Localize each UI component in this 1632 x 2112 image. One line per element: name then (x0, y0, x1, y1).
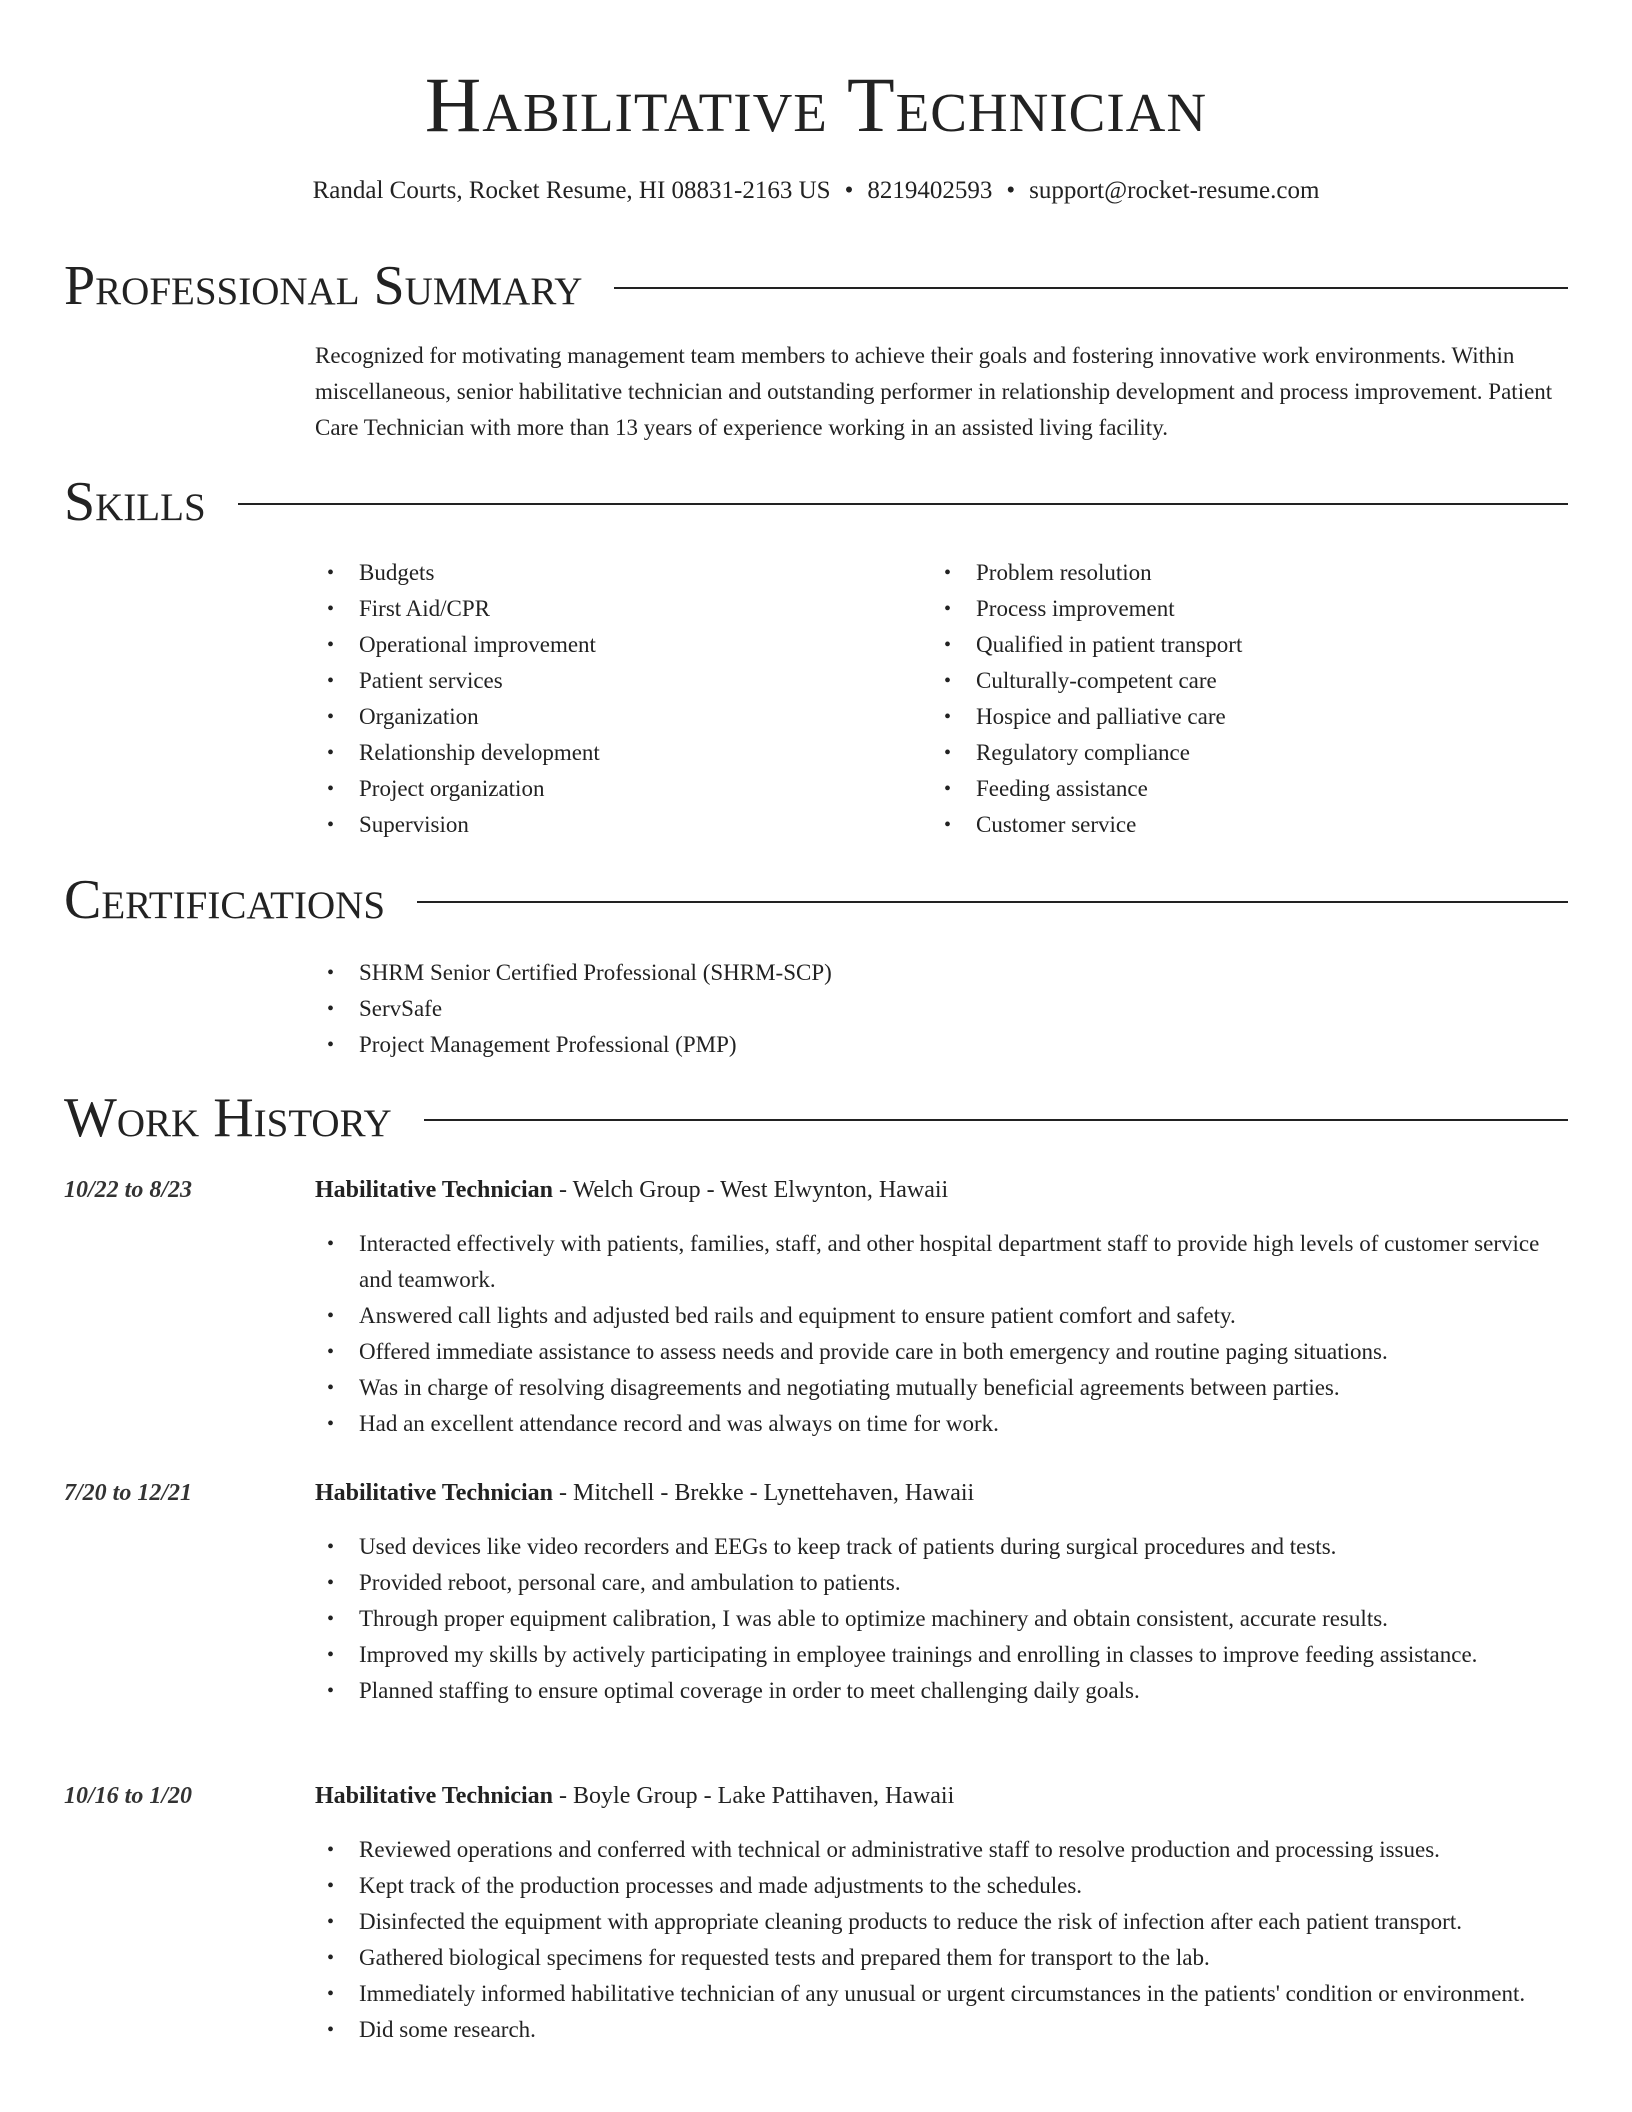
skill-item: • Relationship development (315, 735, 915, 771)
certification-item: • ServSafe (315, 991, 1568, 1027)
certifications-heading: Certifications (64, 869, 386, 931)
contact-phone: 8219402593 (867, 177, 993, 204)
section-divider (417, 901, 1568, 903)
skill-item: • Qualified in patient transport (932, 627, 1552, 663)
job-dates: 10/16 to 1/20 (64, 1783, 193, 1809)
job-bullet: • Did some research. (315, 2012, 1568, 2048)
skill-item: • Project organization (315, 771, 915, 807)
skill-item: • Patient services (315, 663, 915, 699)
summary-section-header (64, 256, 1568, 316)
job-bullet: • Kept track of the production processes and made adjustments to the schedules. (315, 1868, 1568, 1904)
job-bullet: • Used devices like video recorders and EEGs to keep track of patients during surgical procedures and tests. (315, 1529, 1568, 1565)
skills-section-header (64, 472, 1568, 532)
job-title: Habilitative Technician (315, 1480, 554, 1506)
job-bullet: • Disinfected the equipment with appropriate cleaning products to reduce the risk of infection after each patient transport. (315, 1904, 1568, 1940)
job-bullets (315, 1226, 1568, 1442)
job-bullets (315, 1529, 1568, 1709)
certification-item: • Project Management Professional (PMP) (315, 1027, 1568, 1063)
section-divider (238, 503, 1568, 505)
job-bullet: • Planned staffing to ensure optimal coverage in order to meet challenging daily goals. (315, 1673, 1568, 1709)
skill-item: • Feeding assistance (932, 771, 1552, 807)
skill-item: • Organization (315, 699, 915, 735)
resume-name: Habilitative Technician (424, 61, 1208, 148)
job-dates: 7/20 to 12/21 (64, 1480, 193, 1506)
job-bullet: • Had an excellent attendance record and was always on time for work. (315, 1406, 1568, 1442)
certifications-list (315, 955, 1568, 1063)
skills-list-right (932, 555, 1552, 843)
job-dates: 10/22 to 8/23 (64, 1177, 193, 1203)
job-title-line (315, 1475, 1568, 1511)
job-bullet: • Gathered biological specimens for requested tests and prepared them for transport to the lab. (315, 1940, 1568, 1976)
job-bullet: • Was in charge of resolving disagreements and negotiating mutually beneficial agreements between parties. (315, 1370, 1568, 1406)
job-title-line (315, 1172, 1568, 1208)
skills-list-left (315, 555, 915, 843)
skill-item: • Budgets (315, 555, 915, 591)
contact-separator: • (1006, 177, 1016, 204)
skill-item: • First Aid/CPR (315, 591, 915, 627)
job-company: - Boyle Group - Lake Pattihaven, Hawaii (553, 1783, 955, 1809)
job-bullet: • Offered immediate assistance to assess needs and provide care in both emergency and routine paging situations. (315, 1334, 1568, 1370)
job-title: Habilitative Technician (315, 1783, 554, 1809)
job-bullet: • Answered call lights and adjusted bed rails and equipment to ensure patient comfort and safety. (315, 1298, 1568, 1334)
skill-item: • Regulatory compliance (932, 735, 1552, 771)
job-title: Habilitative Technician (315, 1177, 554, 1203)
section-divider (424, 1119, 1568, 1121)
job-bullet: • Interacted effectively with patients, families, staff, and other hospital department staff to provide high levels of customer service and teamwork. (315, 1226, 1568, 1298)
summary-text: Recognized for motivating management team members to achieve their goals and fostering innovative work environments. Within miscellaneous, senior habilitative technician and outstanding performer in relationship development and process improvement. Patient Care Technician with more than 13 years of experience working in an assisted living facility. (315, 343, 1553, 440)
skill-item: • Hospice and palliative care (932, 699, 1552, 735)
contact-address: Randal Courts, Rocket Resume, HI 08831-2163 US (312, 177, 831, 204)
skill-item: • Culturally-competent care (932, 663, 1552, 699)
summary-heading: Professional Summary (64, 255, 583, 317)
job-bullet: • Provided reboot, personal care, and ambulation to patients. (315, 1565, 1568, 1601)
work-history-section-header (64, 1088, 1568, 1148)
job-bullet: • Through proper equipment calibration, I was able to optimize machinery and obtain consistent, accurate results. (315, 1601, 1568, 1637)
skill-item: • Customer service (932, 807, 1552, 843)
job-title-line (315, 1778, 1568, 1814)
job-bullets (315, 1832, 1568, 2048)
contact-line (0, 176, 1632, 206)
skill-item: • Process improvement (932, 591, 1552, 627)
contact-email: support@rocket-resume.com (1029, 177, 1320, 204)
skill-item: • Supervision (315, 807, 915, 843)
work-history-heading: Work History (64, 1087, 392, 1149)
section-divider (614, 287, 1568, 289)
job-company: - Welch Group - West Elwynton, Hawaii (553, 1177, 949, 1203)
certification-item: • SHRM Senior Certified Professional (SHRM-SCP) (315, 955, 1568, 991)
contact-separator: • (844, 177, 854, 204)
job-bullet: • Reviewed operations and conferred with technical or administrative staff to resolve production and processing issues. (315, 1832, 1568, 1868)
job-bullet: • Improved my skills by actively participating in employee trainings and enrolling in classes to improve feeding assistance. (315, 1637, 1568, 1673)
skill-item: • Operational improvement (315, 627, 915, 663)
skill-item: • Problem resolution (932, 555, 1552, 591)
skills-heading: Skills (64, 471, 206, 533)
job-company: - Mitchell - Brekke - Lynettehaven, Hawaii (553, 1480, 975, 1506)
certifications-section-header (64, 870, 1568, 930)
job-bullet: • Immediately informed habilitative technician of any unusual or urgent circumstances in the patients' condition or environment. (315, 1976, 1568, 2012)
